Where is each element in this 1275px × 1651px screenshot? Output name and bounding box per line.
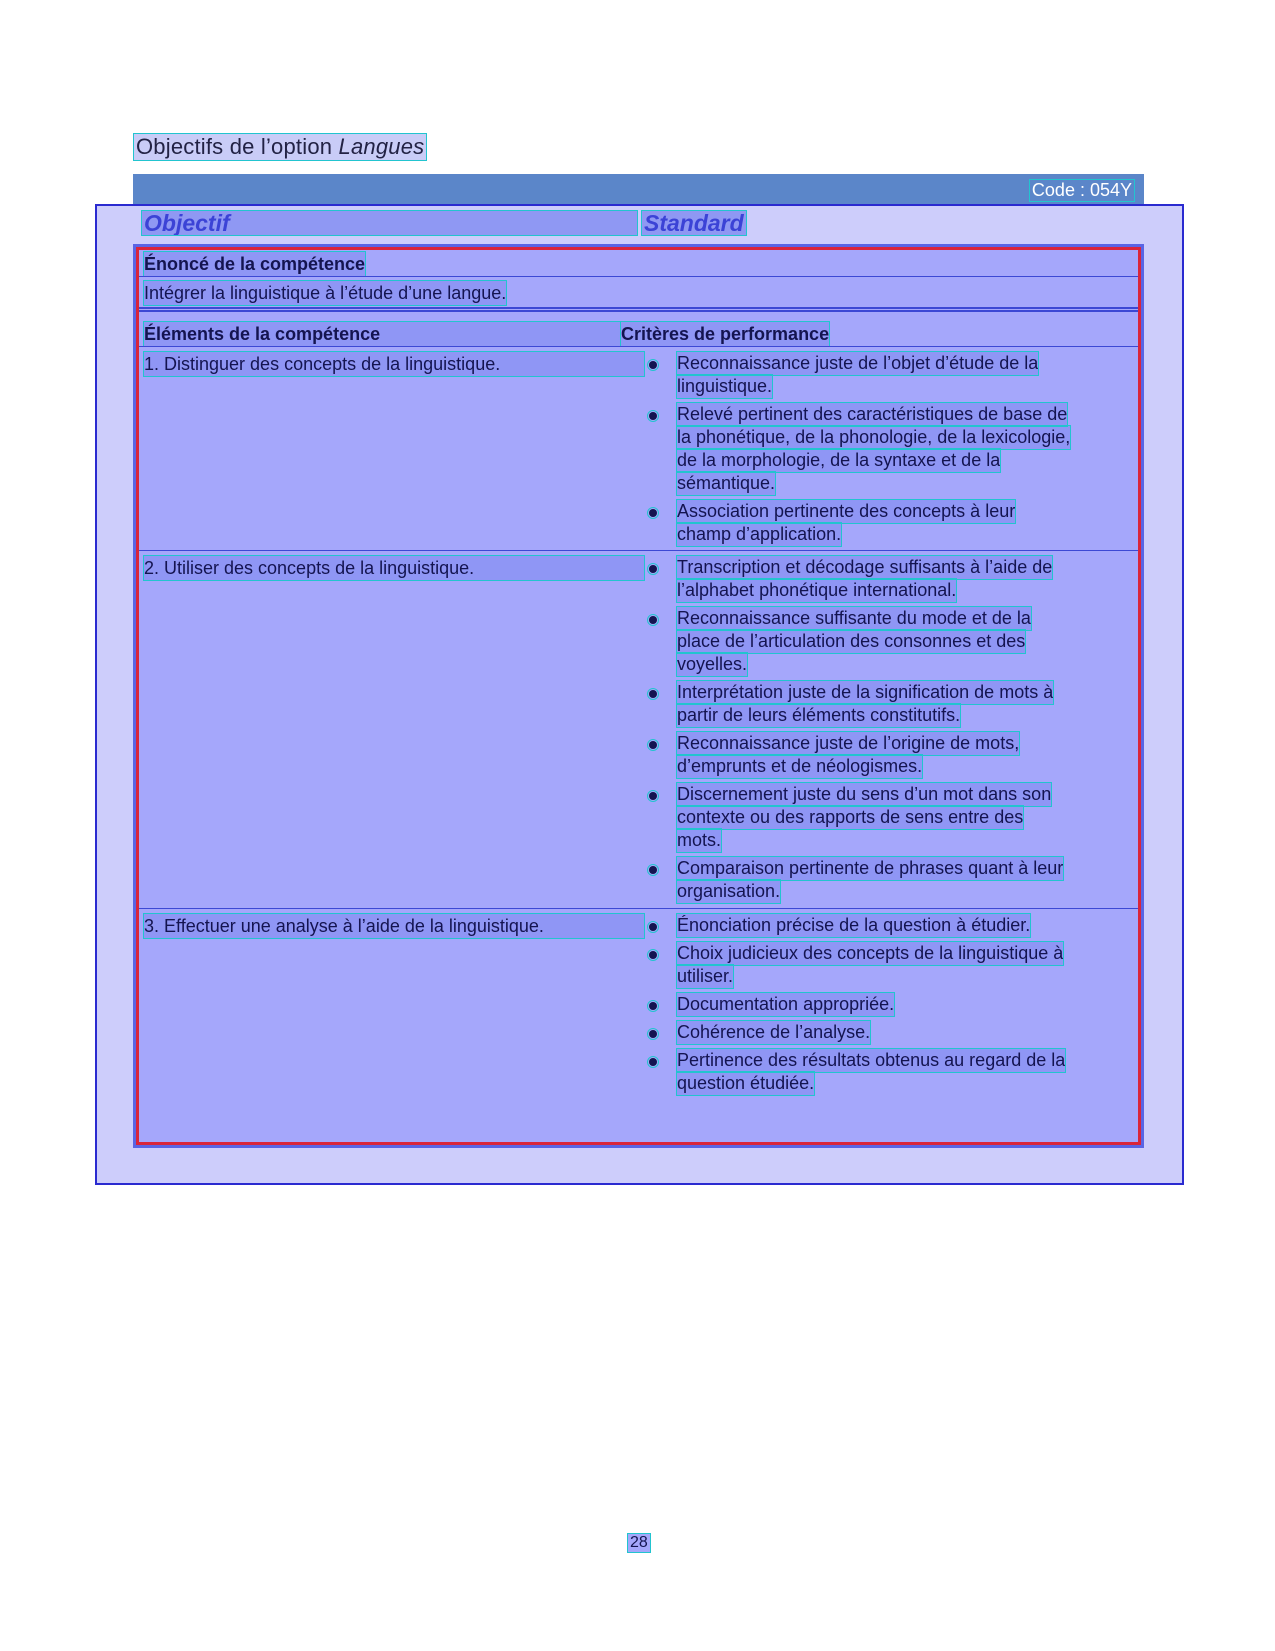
bullet-icon [649,616,657,624]
criteria-text [677,556,1132,602]
row-divider [139,550,1138,551]
bullet-icon [649,361,657,369]
criteria-line: Reconnaissance juste de l’objet d’étude de la [677,353,1039,373]
bullet-icon [649,741,657,749]
bullet-icon [649,565,657,573]
criteria-line: sémantique. [677,473,776,493]
criteria-text [677,403,1132,495]
criteres-header: Critères de performance [621,324,830,344]
bullet-icon [649,412,657,420]
bullet-icon [649,690,657,698]
criteria-text [677,500,1132,546]
bullet-icon [649,509,657,517]
element-3: 3. Effectuer une analyse à l’aide de la linguistique. [144,914,644,938]
criteria-line: question étudiée. [677,1073,815,1093]
page-title-italic: Langues [338,134,425,159]
element-2: 2. Utiliser des concepts de la linguistique. [144,556,644,580]
criteria-line: Transcription et décodage suffisants à l’aide de [677,557,1053,577]
criteria-text [677,1021,1132,1044]
criteria-line: champ d’application. [677,524,842,544]
criteria-text [677,732,1132,778]
element-1: 1. Distinguer des concepts de la linguistique. [144,352,644,376]
criteria-text [677,607,1132,676]
criteria-text [677,783,1132,852]
code-label: Code : 054Y [1031,180,1132,200]
criteria-text [677,914,1132,937]
criteria-text [677,857,1132,903]
criteria-line: Comparaison pertinente de phrases quant à leur [677,858,1064,878]
page-title [134,134,426,160]
row-divider [139,346,1138,347]
standard-heading: Standard [644,210,744,236]
row-divider [139,276,1138,277]
objectif-heading: Objectif [142,211,637,235]
criteria-line: l’alphabet phonétique international. [677,580,957,600]
criteria-line: Reconnaissance juste de l’origine de mots, [677,733,1020,753]
row-divider [139,908,1138,909]
criteria-line: Pertinence des résultats obtenus au regard de la [677,1050,1066,1070]
criteria-line: Énonciation précise de la question à étudier. [677,915,1031,935]
criteria-line: partir de leurs éléments constitutifs. [677,705,961,725]
criteria-line: voyelles. [677,654,748,674]
page-number: 28 [630,1534,648,1551]
criteria-line: Relevé pertinent des caractéristiques de base de [677,404,1068,424]
bullet-icon [649,951,657,959]
criteria-text [677,993,1132,1016]
bullet-icon [649,1058,657,1066]
criteria-line: de la morphologie, de la syntaxe et de la [677,450,1001,470]
criteria-line: Cohérence de l’analyse. [677,1022,871,1042]
criteria-line: utiliser. [677,966,734,986]
criteria-text [677,942,1132,988]
criteria-line: d’emprunts et de néologismes. [677,756,923,776]
criteria-line: organisation. [677,881,781,901]
criteria-line: Choix judicieux des concepts de la linguistique à [677,943,1064,963]
competence-table-body [136,247,1141,1145]
criteria-text [677,352,1132,398]
competence-table [133,244,1144,1148]
bullet-icon [649,923,657,931]
criteria-line: Documentation appropriée. [677,994,895,1014]
criteria-line: mots. [677,830,722,850]
criteria-text [677,1049,1132,1095]
criteria-line: Interprétation juste de la signification de mots à [677,682,1054,702]
criteria-line: contexte ou des rapports de sens entre des [677,807,1024,827]
bullet-icon [649,866,657,874]
bullet-icon [649,1002,657,1010]
criteria-text [677,681,1132,727]
page-title-prefix: Objectifs de l’option [136,134,339,159]
criteria-line: place de l’articulation des consonnes et des [677,631,1026,651]
criteria-line: linguistique. [677,376,773,396]
criteria-line: Discernement juste du sens d’un mot dans son [677,784,1052,804]
elements-header: Éléments de la compétence [144,322,631,346]
section-divider [139,307,1138,312]
criteria-line: la phonétique, de la phonologie, de la lexicologie, [677,427,1071,447]
criteria-line: Reconnaissance suffisante du mode et de la [677,608,1031,628]
enonce-text: Intégrer la linguistique à l’étude d’une langue. [144,283,507,303]
criteria-line: Association pertinente des concepts à leur [677,501,1016,521]
code-bar [133,174,1144,204]
enonce-title: Énoncé de la compétence [144,254,366,274]
bullet-icon [649,792,657,800]
bullet-icon [649,1030,657,1038]
